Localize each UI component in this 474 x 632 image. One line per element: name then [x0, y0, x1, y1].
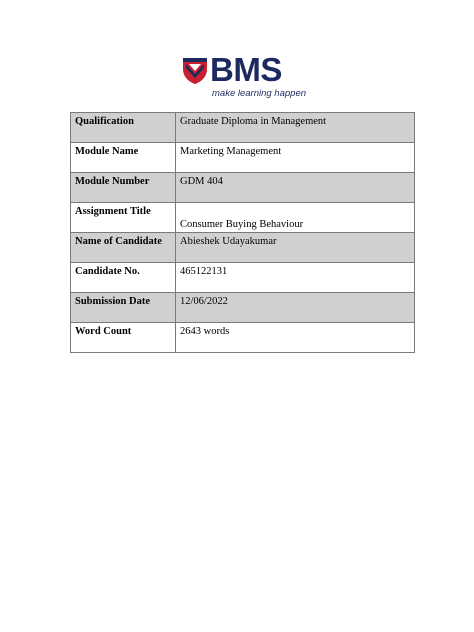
row-label: Word Count: [71, 323, 176, 353]
row-value: Graduate Diploma in Management: [176, 113, 415, 143]
table-row: [71, 143, 415, 173]
table-row: [71, 173, 415, 203]
table-row: [71, 293, 415, 323]
row-label: Module Number: [71, 173, 176, 203]
table-row: [71, 203, 415, 233]
table-row: [71, 113, 415, 143]
logo-brand: BMS: [210, 51, 282, 88]
row-value: 465122131: [176, 263, 415, 293]
row-label: Name of Candidate: [71, 233, 176, 263]
row-value: 12/06/2022: [176, 293, 415, 323]
row-label: Assignment Title: [71, 203, 176, 233]
row-label: Module Name: [71, 143, 176, 173]
table-row: [71, 263, 415, 293]
row-value: GDM 404: [176, 173, 415, 203]
cover-table: [70, 112, 415, 353]
row-value: 2643 words: [176, 323, 415, 353]
row-label: Qualification: [71, 113, 176, 143]
row-value: Marketing Management: [176, 143, 415, 173]
row-value: Consumer Buying Behaviour: [176, 203, 415, 233]
bms-logo: [180, 51, 310, 103]
logo-tagline: make learning happen: [212, 88, 307, 99]
row-value: Abieshek Udayakumar: [176, 233, 415, 263]
row-label: Candidate No.: [71, 263, 176, 293]
row-label: Submission Date: [71, 293, 176, 323]
shield-icon: [182, 57, 208, 85]
table-row: [71, 323, 415, 353]
table-row: [71, 233, 415, 263]
